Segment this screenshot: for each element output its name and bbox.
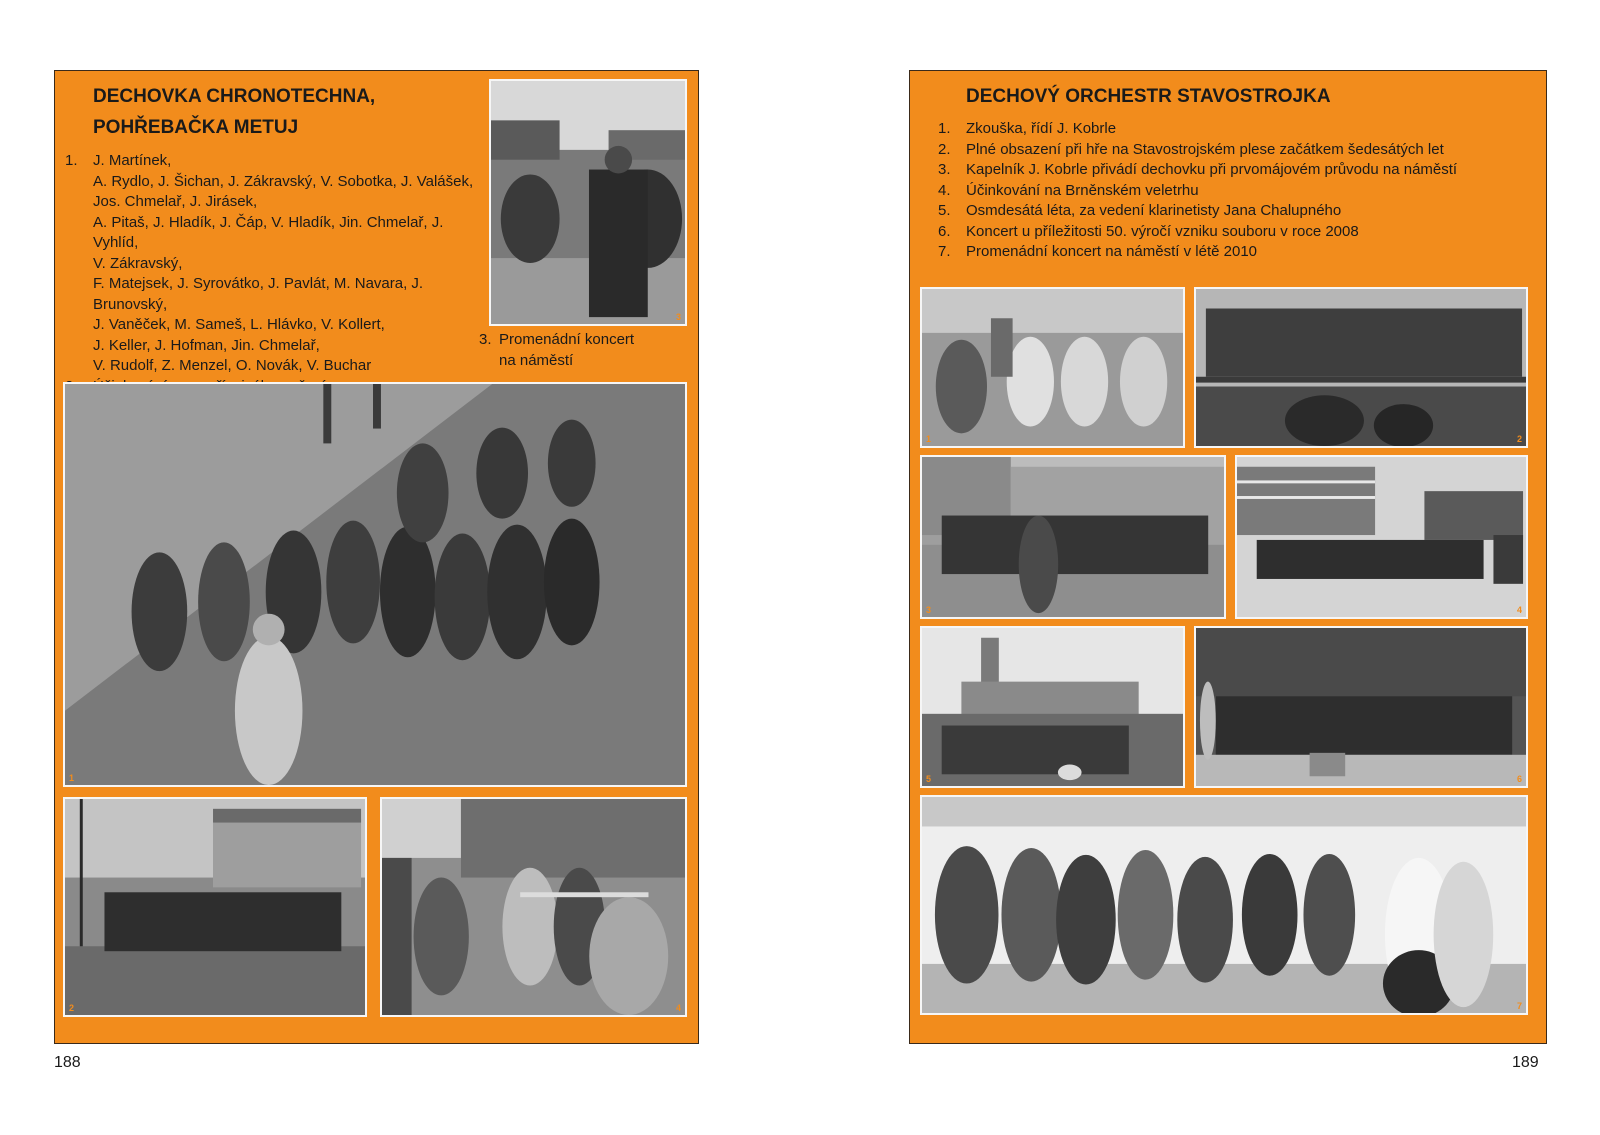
caption-line: A. Rydlo, J. Šichan, J. Zákravský, V. Sobotka, J. Valášek, (93, 172, 474, 190)
caption-text: Účinkování na Brněnském veletrhu (966, 181, 1199, 199)
caption-item (938, 181, 1538, 202)
photo-image (491, 81, 685, 324)
caption-number: 2. (938, 140, 951, 158)
photo-marching-band (63, 382, 687, 787)
photo-image (1196, 289, 1526, 446)
title-line: POHŘEBAČKA METUJ (93, 117, 299, 138)
photo-image (65, 384, 685, 785)
photo-promenade-concert (489, 79, 687, 326)
caption-line: na náměstí (499, 352, 574, 369)
photo-image (65, 799, 365, 1015)
photo-number-tag: 6 (1516, 774, 1522, 784)
photo-castle-band (920, 626, 1185, 788)
caption-line: V. Rudolf, Z. Menzel, O. Novák, V. Buchar (93, 357, 372, 374)
caption-number: 4. (938, 181, 951, 199)
caption-text: Plné obsazení při hře na Stavostrojském plese začátkem šedesátých let (966, 140, 1444, 158)
photo-number-tag: 2 (1516, 434, 1522, 444)
caption-item (938, 119, 1538, 140)
caption-number: 5. (938, 202, 951, 219)
caption-number: 3. (938, 161, 951, 178)
caption-item (938, 222, 1538, 243)
left-page-panel (54, 70, 699, 1044)
page-number-left: 188 (54, 1054, 81, 1071)
caption-item (938, 140, 1538, 161)
caption-line: Jos. Chmelař, J. Jirásek, (93, 193, 258, 210)
photo-number-tag: 1 (69, 773, 75, 783)
left-caption-list (65, 151, 485, 418)
caption-text: Osmdesátá léta, za vedení klarinetisty Jana Chalupného (966, 202, 1342, 219)
photo-number-tag: 3 (675, 312, 681, 322)
caption-text: Zkouška, řídí J. Kobrle (966, 120, 1117, 137)
caption-line: J. Vaněček, M. Sameš, L. Hlávko, V. Kollert, (93, 316, 385, 333)
caption-number: 1. (938, 120, 951, 137)
photo-image (922, 457, 1224, 617)
caption-item (938, 201, 1538, 222)
caption-line: J. Martínek, (93, 152, 172, 169)
caption-line: V. Zákravský, (93, 254, 183, 272)
photo-number-tag: 4 (675, 1003, 681, 1013)
photo-summer-promenade (920, 795, 1528, 1015)
photo-number-tag: 4 (1516, 605, 1522, 615)
photo-image (922, 289, 1183, 446)
photo-rain-march (63, 797, 367, 1017)
photo-image (1237, 457, 1526, 617)
left-page-title (93, 81, 375, 143)
caption-line: J. Keller, J. Hofman, Jin. Chmelař, (93, 336, 320, 354)
photo-number-tag: 1 (926, 434, 932, 444)
photo-image (922, 628, 1183, 786)
photo-trade-fair (1235, 455, 1528, 619)
right-page-title: DECHOVÝ ORCHESTR STAVOSTROJKA (966, 86, 1331, 107)
photo-rehearsal (920, 287, 1185, 448)
photo3-caption (479, 329, 679, 371)
right-caption-list (938, 119, 1538, 263)
photo-number-tag: 5 (926, 774, 932, 784)
photo-image (922, 797, 1526, 1013)
page-number-right: 189 (1512, 1054, 1539, 1071)
caption-item (65, 151, 485, 377)
caption-line: Promenádní koncert (499, 331, 635, 348)
photo-funeral-band (380, 797, 687, 1017)
caption-item (938, 160, 1538, 181)
caption-item (938, 242, 1538, 263)
photo-number-tag: 2 (69, 1003, 75, 1013)
caption-line: A. Pitaš, J. Hladík, J. Čáp, V. Hladík, Jin. Chmelař, J. Vyhlíd, (93, 213, 444, 251)
title-line: DECHOVKA CHRONOTECHNA, (93, 86, 376, 107)
photo-number-tag: 3 (926, 605, 932, 615)
photo-image (1196, 628, 1526, 786)
photo-ball-stage (1194, 287, 1528, 448)
caption-number: 7. (938, 243, 951, 260)
photo-image (382, 799, 685, 1015)
caption-number: 3. (479, 331, 492, 348)
photo-anniversary-concert (1194, 626, 1528, 788)
caption-text: Koncert u příležitosti 50. výročí vzniku souboru v roce 2008 (966, 222, 1359, 240)
caption-text: Kapelník J. Kobrle přivádí dechovku při prvomájovém průvodu na náměstí (966, 161, 1458, 178)
photo-number-tag: 7 (1516, 1001, 1522, 1011)
caption-number: 1. (65, 152, 78, 169)
right-page-panel (909, 70, 1547, 1044)
caption-number: 6. (938, 222, 951, 240)
photo-may-day-parade (920, 455, 1226, 619)
caption-text: Promenádní koncert na náměstí v létě 2010 (966, 243, 1258, 260)
caption-line: F. Matejsek, J. Syrovátko, J. Pavlát, M. Navara, J. Brunovský, (93, 275, 424, 313)
